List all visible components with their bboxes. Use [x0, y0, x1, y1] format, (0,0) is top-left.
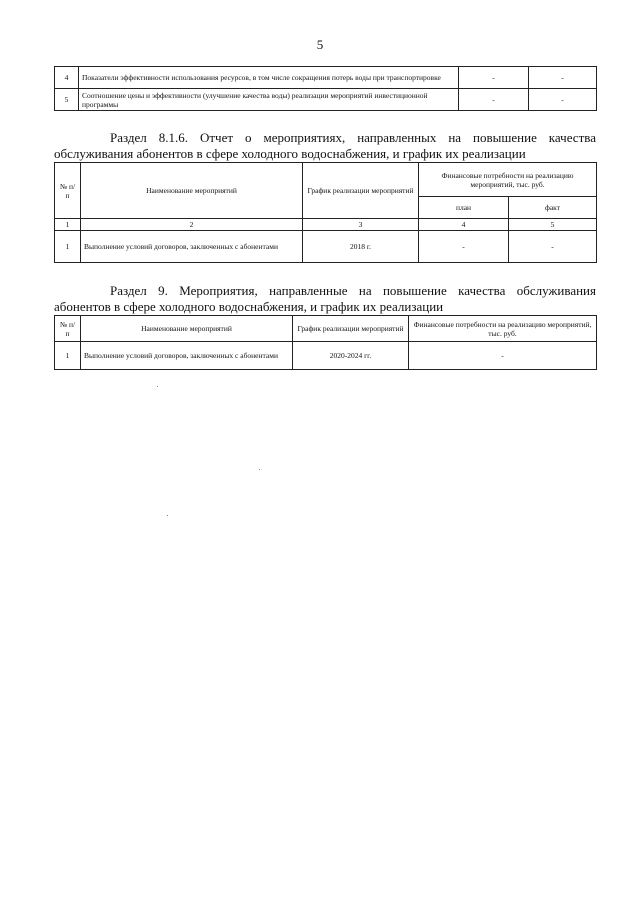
column-index: 2: [81, 219, 303, 231]
table-row: [55, 231, 597, 263]
plan-value: -: [459, 67, 529, 89]
row-number: 1: [55, 231, 81, 263]
header-finance: Финансовые потребности на реализацию мероприятий, тыс. руб.: [419, 163, 597, 197]
fact-value: -: [529, 89, 597, 111]
scan-speck: [259, 469, 260, 470]
header-schedule: График реализации мероприятий: [293, 316, 409, 342]
row-number: 1: [55, 342, 81, 370]
section-8-1-6-heading: [54, 130, 596, 162]
column-index: 4: [419, 219, 509, 231]
report-table: [54, 162, 597, 263]
fact-value: -: [529, 67, 597, 89]
header-name: Наименование мероприятий: [81, 316, 293, 342]
table-row: [55, 67, 597, 89]
header-schedule: График реализации мероприятий: [303, 163, 419, 219]
header-name: Наименование мероприятий: [81, 163, 303, 219]
measure-name: Выполнение условий договоров, заключенных с абонентами: [81, 231, 303, 263]
header-number: № п/п: [55, 316, 81, 342]
header-finance: Финансовые потребности на реализацию мероприятий, тыс. руб.: [409, 316, 597, 342]
heading-line: Раздел 8.1.6. Отчет о мероприятиях, направленных на повышение качества: [110, 130, 596, 145]
row-number: 4: [55, 67, 79, 89]
measure-name: Выполнение условий договоров, заключенных с абонентами: [81, 342, 293, 370]
column-index: 3: [303, 219, 419, 231]
scan-speck: [167, 515, 168, 516]
header-number: № п/п: [55, 163, 81, 219]
heading-line: обслуживания абонентов в сфере холодного водоснабжения, и график их реализации: [54, 146, 526, 161]
heading-line: Раздел 9. Мероприятия, направленные на повышение качества обслуживания: [110, 283, 596, 298]
schedule-value: 2018 г.: [303, 231, 419, 263]
column-index: 5: [509, 219, 597, 231]
plan-value: -: [459, 89, 529, 111]
table-row: [55, 342, 597, 370]
measures-table: [54, 315, 597, 370]
heading-line: абонентов в сфере холодного водоснабжения, и график их реализации: [54, 299, 444, 314]
indicators-table: [54, 66, 597, 111]
schedule-value: 2020-2024 гг.: [293, 342, 409, 370]
index-row: [55, 219, 597, 231]
indicator-name: Соотношение цены и эффективности (улучшение качества воды) реализации мероприятий инвестиционной программы: [79, 89, 459, 111]
column-index: 1: [55, 219, 81, 231]
finance-value: -: [409, 342, 597, 370]
row-number: 5: [55, 89, 79, 111]
header-plan: план: [419, 197, 509, 219]
section-9-heading: [54, 283, 596, 315]
plan-value: -: [419, 231, 509, 263]
header-fact: факт: [509, 197, 597, 219]
indicator-name: Показатели эффективности использования ресурсов, в том числе сокращения потерь воды при транспортировке: [79, 67, 459, 89]
scan-speck: [157, 386, 158, 387]
fact-value: -: [509, 231, 597, 263]
page-number: 5: [316, 37, 324, 52]
table-row: [55, 89, 597, 111]
